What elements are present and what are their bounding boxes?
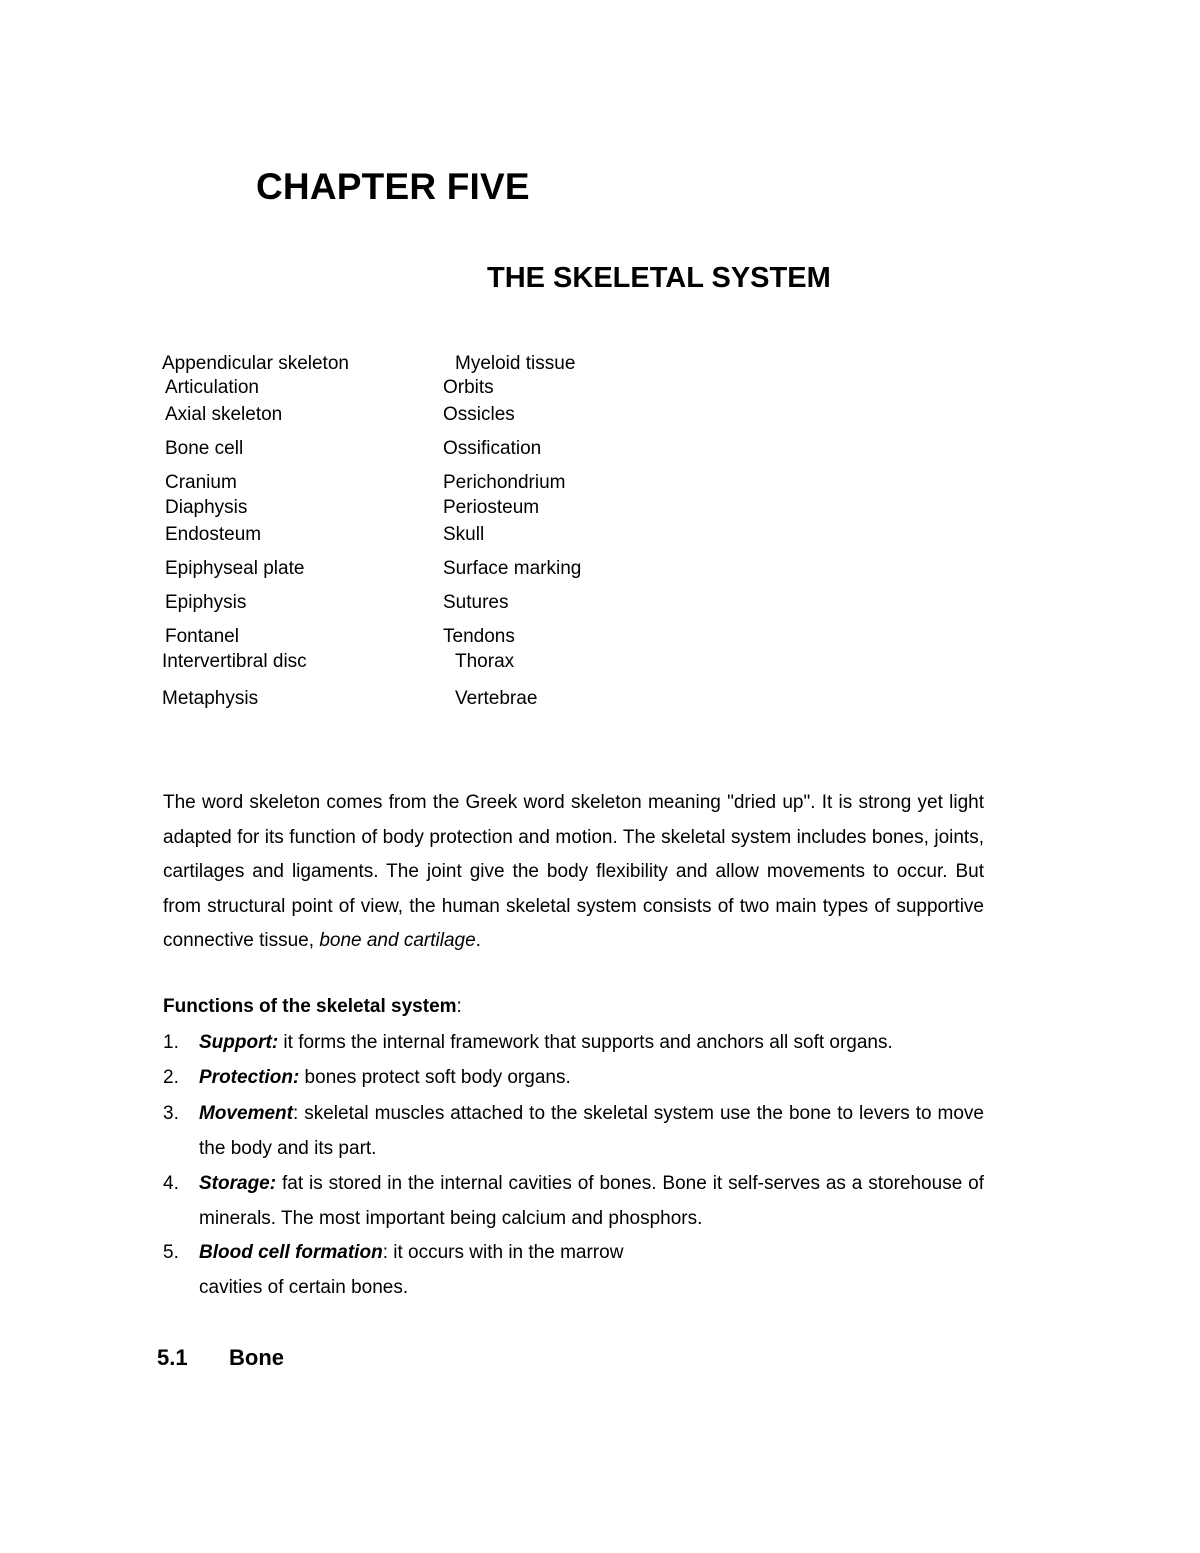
list-item [163,1096,984,1166]
subsection-heading [157,1345,284,1371]
functions-heading-colon: : [456,996,462,1017]
intro-text: The word skeleton comes from the Greek word skeleton meaning "dried up". It is strong yet light adapted for its function of body protection and motion. The skeletal system includes bones, joints, cartilages and ligaments. The joint give the body flexibility and allow movements to occur. But from structural point of view, the human skeletal system consists of two main types of supportive connective tissue, [163,792,984,951]
function-text: fat is stored in the internal cavities of bones. Bone it self-serves as a storehouse of minerals. The most important being calcium and phosphors. [199,1173,984,1229]
key-term: Myeloid tissue [455,353,576,374]
key-term: Surface marking [443,558,582,579]
key-term: Epiphysis [165,592,247,613]
key-term: Articulation [165,377,259,398]
key-term: Ossification [443,438,542,459]
key-term: Tendons [443,626,515,647]
key-term: Metaphysis [162,688,259,709]
subsection-title: Bone [229,1345,284,1370]
function-label: Blood cell formation [199,1242,383,1263]
list-number: 4. [163,1173,179,1194]
key-term: Intervertibral disc [162,651,307,672]
key-term: Endosteum [165,524,262,545]
key-term: Orbits [443,377,494,398]
list-number: 3. [163,1103,179,1124]
key-term: Ossicles [443,404,515,425]
function-text-continued: cavities of certain bones. [199,1277,409,1298]
key-term: Bone cell [165,438,244,459]
key-term: Cranium [165,472,237,493]
list-item [163,1235,984,1305]
key-term: Skull [443,524,485,545]
function-label: Support: [199,1032,279,1053]
function-label: Storage: [199,1173,277,1194]
key-term: Perichondrium [443,472,566,493]
subsection-number: 5.1 [157,1345,188,1370]
key-term: Epiphyseal plate [165,558,305,579]
page-title: THE SKELETAL SYSTEM [487,262,831,294]
functions-heading [163,995,462,1019]
list-number: 1. [163,1032,179,1053]
list-number: 5. [163,1242,179,1263]
function-label: Protection: [199,1067,300,1088]
key-term: Vertebrae [455,688,538,709]
intro-emphasis: bone and cartilage [319,930,476,951]
intro-paragraph [163,786,984,959]
key-term: Fontanel [165,626,239,647]
function-text: : skeletal muscles attached to the skeletal system use the bone to levers to move the body and its part. [199,1103,984,1159]
key-term: Thorax [455,651,515,672]
list-number: 2. [163,1067,179,1088]
chapter-heading: CHAPTER FIVE [256,166,530,207]
function-label: Movement [199,1103,293,1124]
key-term: Periosteum [443,497,540,518]
key-term: Sutures [443,592,509,613]
function-text: it forms the internal framework that supports and anchors all soft organs. [278,1032,893,1053]
key-term: Axial skeleton [165,404,283,425]
functions-heading-text: Functions of the skeletal system [163,996,457,1017]
key-term: Diaphysis [165,497,248,518]
key-term: Appendicular skeleton [162,353,349,374]
function-text: : it occurs with in the marrow [382,1242,624,1263]
list-item [163,1060,984,1095]
intro-end: . [475,930,481,951]
list-item [163,1025,984,1060]
list-item [163,1166,984,1236]
function-text: bones protect soft body organs. [299,1067,571,1088]
